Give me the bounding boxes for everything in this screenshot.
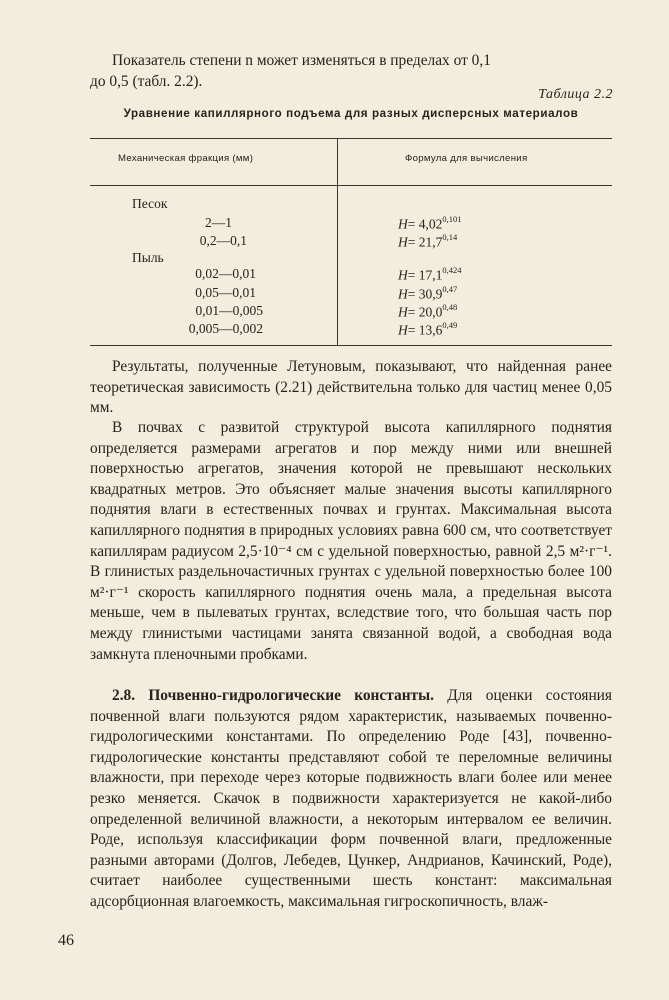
table-title: Уравнение капиллярного подъема для разных дисперсных материалов <box>123 107 579 120</box>
col-header-fraction: Механическая фракция (мм) <box>118 153 254 164</box>
col-header-formula: Формула для вычисления <box>405 153 528 164</box>
formula-cell: $H= 20,0^{0,48}$ <box>398 302 458 320</box>
section-heading: 2.8. Почвенно-гидрологические константы. <box>112 687 434 704</box>
table-bottom-rule <box>90 345 612 346</box>
table-top-rule <box>90 138 612 139</box>
formula-cell: $H= 13,6^{0,49}$ <box>398 320 458 338</box>
formula-cell: $H= 17,1^{0,424}$ <box>398 265 462 283</box>
intro-line-1: Показатель степени n может изменяться в пределах от 0,1 <box>112 52 491 69</box>
intro-line-2: до 0,5 (табл. 2.2). <box>90 72 203 90</box>
fraction-cell: 0,01—0,005 <box>195 303 263 318</box>
table-caption: Таблица 2.2 <box>538 87 613 102</box>
fraction-cell: 2—1 <box>205 215 232 230</box>
paragraph-structure: В почвах с развитой структурой высота капиллярного поднятия определяется размерами агрегатов и пор между ними или внешней поверхностью агрегатов, значения которой не превышают нескольких квадратных метров. Это объясняет малые значения высоты капиллярного поднятия влаги в естественных почвах и грунтах. Максимальная высота капиллярного поднятия в природных условиях равна 600 см, что соответствует капиллярам радиусом 2,5·10⁻⁴ см с удельной поверхностью, равной 2,5 м²·г⁻¹. В глинистых раздельночастичных грунтах с удельной поверхностью более 100 м²·г⁻¹ скорость капиллярного поднятия очень мала, а предельная высота меньше, чем в пылеватых грунтах, вследствие того, что большая часть пор между глинистыми частицами занята связанной водой, а свободная вода замкнута пленочными пробками. <box>90 419 612 663</box>
table-header-rule <box>90 185 612 186</box>
formula-cell: $H= 30,9^{0,47}$ <box>398 284 458 302</box>
formula-cell: $H= 4,02^{0,101}$ <box>398 214 462 232</box>
group-label-silt: Пыль <box>132 250 164 265</box>
fraction-cell: 0,02—0,01 <box>195 266 256 281</box>
intro-paragraph <box>90 51 612 92</box>
page-number: 46 <box>58 932 74 949</box>
fraction-cell: 0,05—0,01 <box>195 285 256 300</box>
fraction-cell: 0,005—0,002 <box>188 321 263 336</box>
paragraph-letunov: Результаты, полученные Летуновым, показывают, что найденная ранее теоретическая зависимость (2.21) действительна только для частиц менее 0,05 мм. <box>90 358 612 417</box>
group-label-sand: Песок <box>132 196 168 211</box>
formula-cell: $H= 21,7^{0,14}$ <box>398 232 458 250</box>
paragraph-section-2-8: 2.8. Почвенно-гидрологические константы. Для оценки состояния почвенной влаги пользуются рядом характеристик, называемых почвенно-гидрологическими константами. По определению Роде [43], почвенно-гидрологические константы представляют собой те переломные величины влажности, при переходе через которые подвижность влаги более или менее резко меняется. Скачок в подвижности характеризуется не какой-либо определенной величиной влажности, а некоторым интервалом ее величин. Роде, используя классификации форм почвенной влаги, предложенные разными авторами (Долгов, Лебедев, Цункер, Андрианов, Качинский, Роде), считает наиболее существенными шесть констант: максимальная адсорбционная влагоемкость, максимальная гигроскопичность, влаж- <box>90 687 613 910</box>
fraction-cell: 0,2—0,1 <box>199 233 247 248</box>
table-column-divider <box>337 139 338 345</box>
